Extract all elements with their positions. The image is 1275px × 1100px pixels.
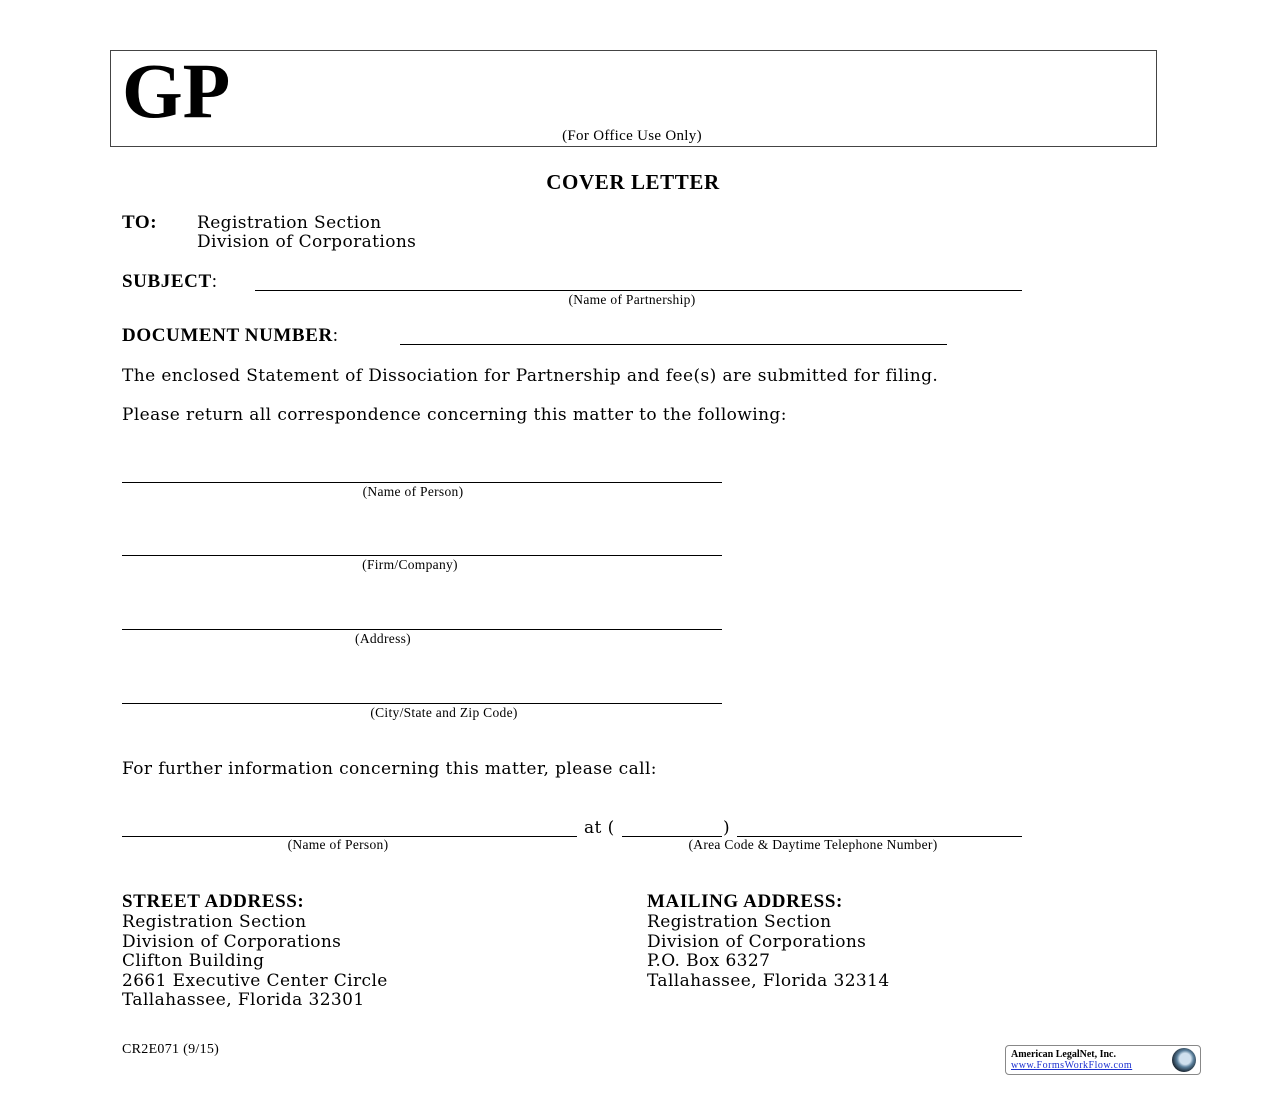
brand-name: American LegalNet, Inc. [1011,1049,1116,1060]
mailing-line: P.O. Box 6327 [647,951,771,971]
street-address-heading: STREET ADDRESS: [122,891,305,912]
document-number-label: DOCUMENT NUMBER: [122,325,339,346]
street-line: Tallahassee, Florida 32301 [122,990,365,1010]
to-label: TO: [122,212,158,233]
document-number-field[interactable] [400,344,947,345]
call-paragraph: For further information concerning this matter, please call: [122,759,657,779]
to-line-1: Registration Section [197,213,382,233]
mailing-line: Registration Section [647,912,832,932]
mailing-line: Tallahassee, Florida 32314 [647,970,890,991]
street-line: Clifton Building [122,951,265,971]
globe-icon [1172,1048,1196,1072]
subject-label: SUBJECT: [122,271,218,292]
mailing-address-block [647,891,890,991]
mailing-address-heading: MAILING ADDRESS: [647,891,843,912]
street-line: Division of Corporations [122,931,342,952]
city-state-zip-field[interactable] [122,703,722,704]
american-legalnet-badge[interactable] [1005,1045,1201,1075]
firm-company-caption: (Firm/Company) [362,557,458,572]
firm-company-field[interactable] [122,555,722,556]
street-line: Registration Section [122,912,307,932]
street-line: 2661 Executive Center Circle [122,970,388,991]
paren-close: ) [723,818,731,838]
name-of-person-caption: (Name of Person) [362,484,464,499]
mailing-line: Division of Corporations [647,931,867,952]
street-address-block [122,891,388,1011]
contact-name-caption: (Name of Person) [287,837,389,852]
form-code: CR2E071 (9/15) [122,1042,220,1057]
page-title: COVER LETTER [546,170,720,194]
city-state-zip-caption: (City/State and Zip Code) [370,705,518,720]
gp-logo: GP [122,47,231,134]
subject-caption: (Name of Partnership) [568,292,696,307]
phone-caption: (Area Code & Daytime Telephone Number) [688,837,938,852]
address-caption: (Address) [355,631,411,646]
address-field[interactable] [122,629,722,630]
subject-field[interactable] [255,290,1022,291]
paragraph-enclosed: The enclosed Statement of Dissociation for Partnership and fee(s) are submitted for filing. [122,366,939,386]
to-line-2: Division of Corporations [197,232,417,252]
at-label: at ( [584,818,615,838]
paragraph-return: Please return all correspondence concerning this matter to the following: [122,405,787,425]
brand-url-link[interactable]: www.FormsWorkFlow.com [1011,1060,1133,1071]
office-use-label: (For Office Use Only) [562,128,702,144]
name-of-person-field[interactable] [122,482,722,483]
